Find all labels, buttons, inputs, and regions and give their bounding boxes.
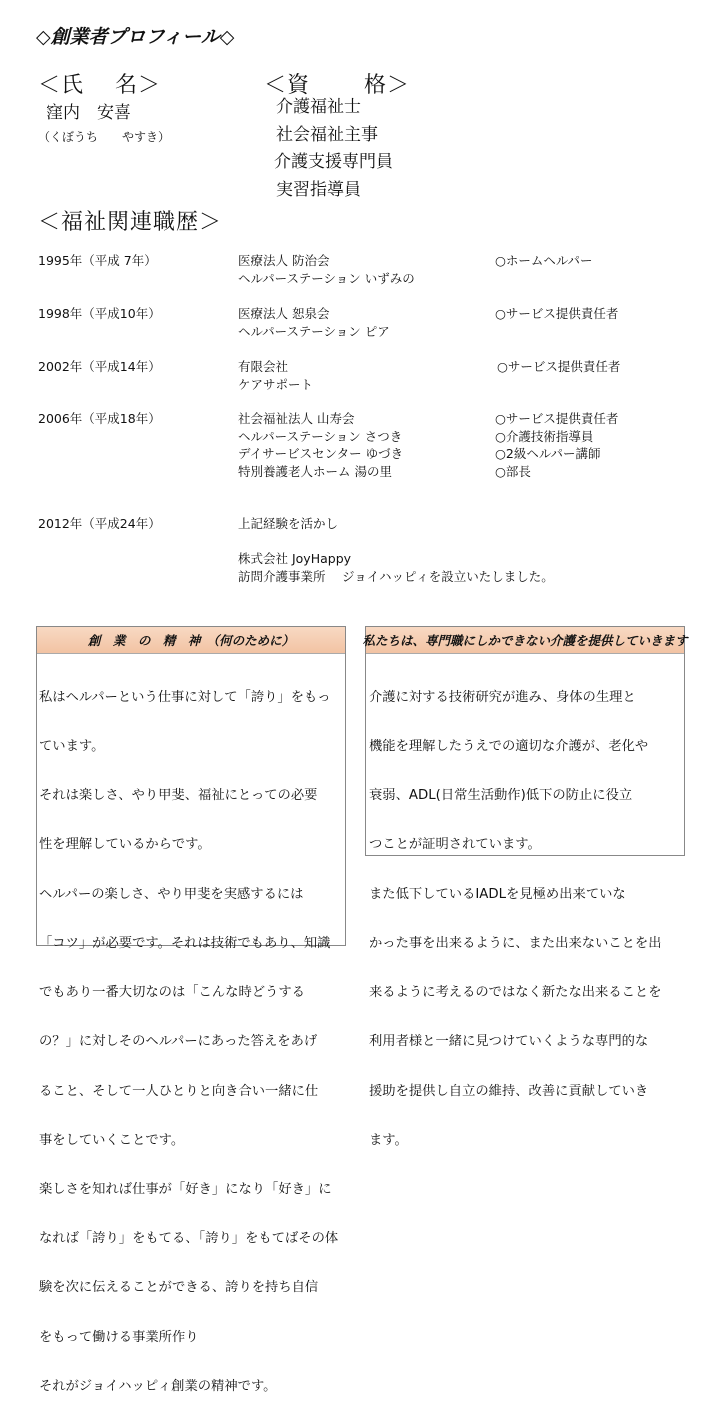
career-org-line: 株式会社 JoyHappy <box>238 551 352 566</box>
career-year: 2002年（平成14年） <box>38 359 161 374</box>
career-role-line: ○介護技術指導員 <box>495 428 594 444</box>
career-role-line: ○サービス提供責任者 <box>495 306 619 321</box>
career-org-line: 上記経験を活かし <box>238 516 339 531</box>
career-org-line: 社会福祉法人 山寿会 <box>238 411 355 426</box>
text-line: 私はヘルパーという仕事に対して「誇り」をもっ <box>39 689 331 705</box>
career-org <box>238 515 554 585</box>
career-year: 2006年（平成18年） <box>38 411 161 426</box>
text-line: 性を理解しているからです。 <box>39 837 211 853</box>
career-org-line: 訪問介護事業所 ジョイハッピィを設立いたしました。 <box>238 568 554 584</box>
career-org-line: デイサービスセンター ゆづき <box>238 446 404 461</box>
career-year: 1998年（平成10年） <box>38 306 161 321</box>
professional-care-header: 私たちは、専門職にしかできない介護を提供していきます <box>366 627 684 654</box>
text-line: かった事を出来るように、また出来ないことを出 <box>369 935 662 951</box>
name-heading: ＜氏 名＞ <box>38 73 161 98</box>
qualification-item: 社会福祉主事 <box>276 124 378 145</box>
career-org <box>238 305 390 340</box>
career-heading: ＜福祉関連職歴＞ <box>38 210 223 235</box>
professional-care-box <box>362 626 688 1148</box>
career-role-line: ○2級ヘルパー講師 <box>495 446 601 461</box>
career-roles <box>495 305 618 323</box>
page-title: ◇創業者プロフィール◇ <box>36 26 235 48</box>
career-org <box>238 252 415 287</box>
career-org <box>238 358 313 393</box>
founding-spirit-header: 創 業 の 精 神 （何のために） <box>37 627 345 654</box>
text-line: 事をしていくことです。 <box>39 1132 185 1148</box>
career-role-line: ○サービス提供責任者 <box>495 411 619 426</box>
text-line: でもあり一番大切なのは「こんな時どうする <box>39 985 305 1001</box>
career-roles <box>495 252 593 270</box>
founding-spirit-text <box>39 657 338 1428</box>
career-org-line: 医療法人 防治会 <box>238 253 330 268</box>
text-line: ています。 <box>39 739 105 755</box>
text-line: ること、そして一人ひとりと向き合い一緒に仕 <box>39 1083 319 1099</box>
career-org-line: 医療法人 恕泉会 <box>238 306 330 321</box>
text-line: の？」に対しそのヘルパーにあった答えをあげ <box>39 1034 318 1050</box>
founder-name-reading: （くぼうち やすき） <box>38 130 171 144</box>
career-role-line: ○サービス提供責任者 <box>497 359 621 374</box>
text-line: 介護に対する技術研究が進み、身体の生理と <box>369 689 636 705</box>
text-line: それは楽しさ、やり甲斐、福祉にとっての必要 <box>39 788 318 804</box>
text-line: ます。 <box>369 1132 408 1148</box>
career-org-line: ヘルパーステーション いずみの <box>238 270 415 286</box>
career-org-line: ケアサポート <box>238 376 314 392</box>
career-year: 2012年（平成24年） <box>38 516 161 531</box>
text-line: つことが証明されています。 <box>369 837 541 853</box>
founder-name: 窪内 安喜 <box>46 103 131 123</box>
text-line: 機能を理解したうえでの適切な介護が、老化や <box>369 739 649 755</box>
career-roles <box>497 358 620 376</box>
qualifications-list <box>276 94 393 204</box>
text-line: 利用者様と一緒に見つけていくような専門的な <box>369 1034 649 1050</box>
qualification-item: 介護支援専門員 <box>274 152 393 172</box>
qualification-item: 実習指導員 <box>276 179 361 200</box>
text-line: なれば「誇り」をもてる、「誇り」をもてばその体 <box>39 1231 339 1247</box>
text-line: また低下しているIADLを見極め出来ていな <box>369 886 626 902</box>
text-line: をもって働ける事業所作り <box>39 1329 199 1345</box>
professional-care-text <box>369 657 662 1182</box>
text-line: 援助を提供し自立の維持、改善に貢献していき <box>369 1083 649 1099</box>
text-line: 「コツ」が必要です。それは技術でもあり、知識 <box>39 935 331 951</box>
career-role-line: ○部長 <box>495 463 531 479</box>
career-org-line: 特別養護老人ホーム 湯の里 <box>238 463 392 479</box>
career-role-line: ○ホームヘルパー <box>495 253 593 268</box>
text-line: 験を次に伝えることができる、誇りを持ち自信 <box>39 1280 319 1296</box>
text-line: 衰弱、ADL(日常生活動作)低下の防止に役立 <box>369 788 633 804</box>
career-org-line: ヘルパーステーション ピア <box>238 323 390 339</box>
career-org <box>238 410 403 480</box>
career-org-line <box>238 533 554 551</box>
qualifications-heading: ＜資 格＞ <box>264 73 410 98</box>
founding-spirit-box <box>36 626 346 1394</box>
career-roles <box>495 410 618 480</box>
qualification-item: 介護福祉士 <box>276 97 361 117</box>
text-line: 楽しさを知れば仕事が「好き」になり「好き」に <box>39 1182 332 1197</box>
text-line: それがジョイハッピィ創業の精神です。 <box>39 1378 277 1394</box>
text-line: 来るように考えるのではなく新たな出来ることを <box>369 985 662 1001</box>
career-org-line: ヘルパーステーション さつき <box>238 428 403 444</box>
career-year: 1995年（平成 7年） <box>38 253 157 268</box>
text-line: ヘルパーの楽しさ、やり甲斐を実感するには <box>39 886 304 902</box>
career-org-line: 有限会社 <box>238 359 289 374</box>
